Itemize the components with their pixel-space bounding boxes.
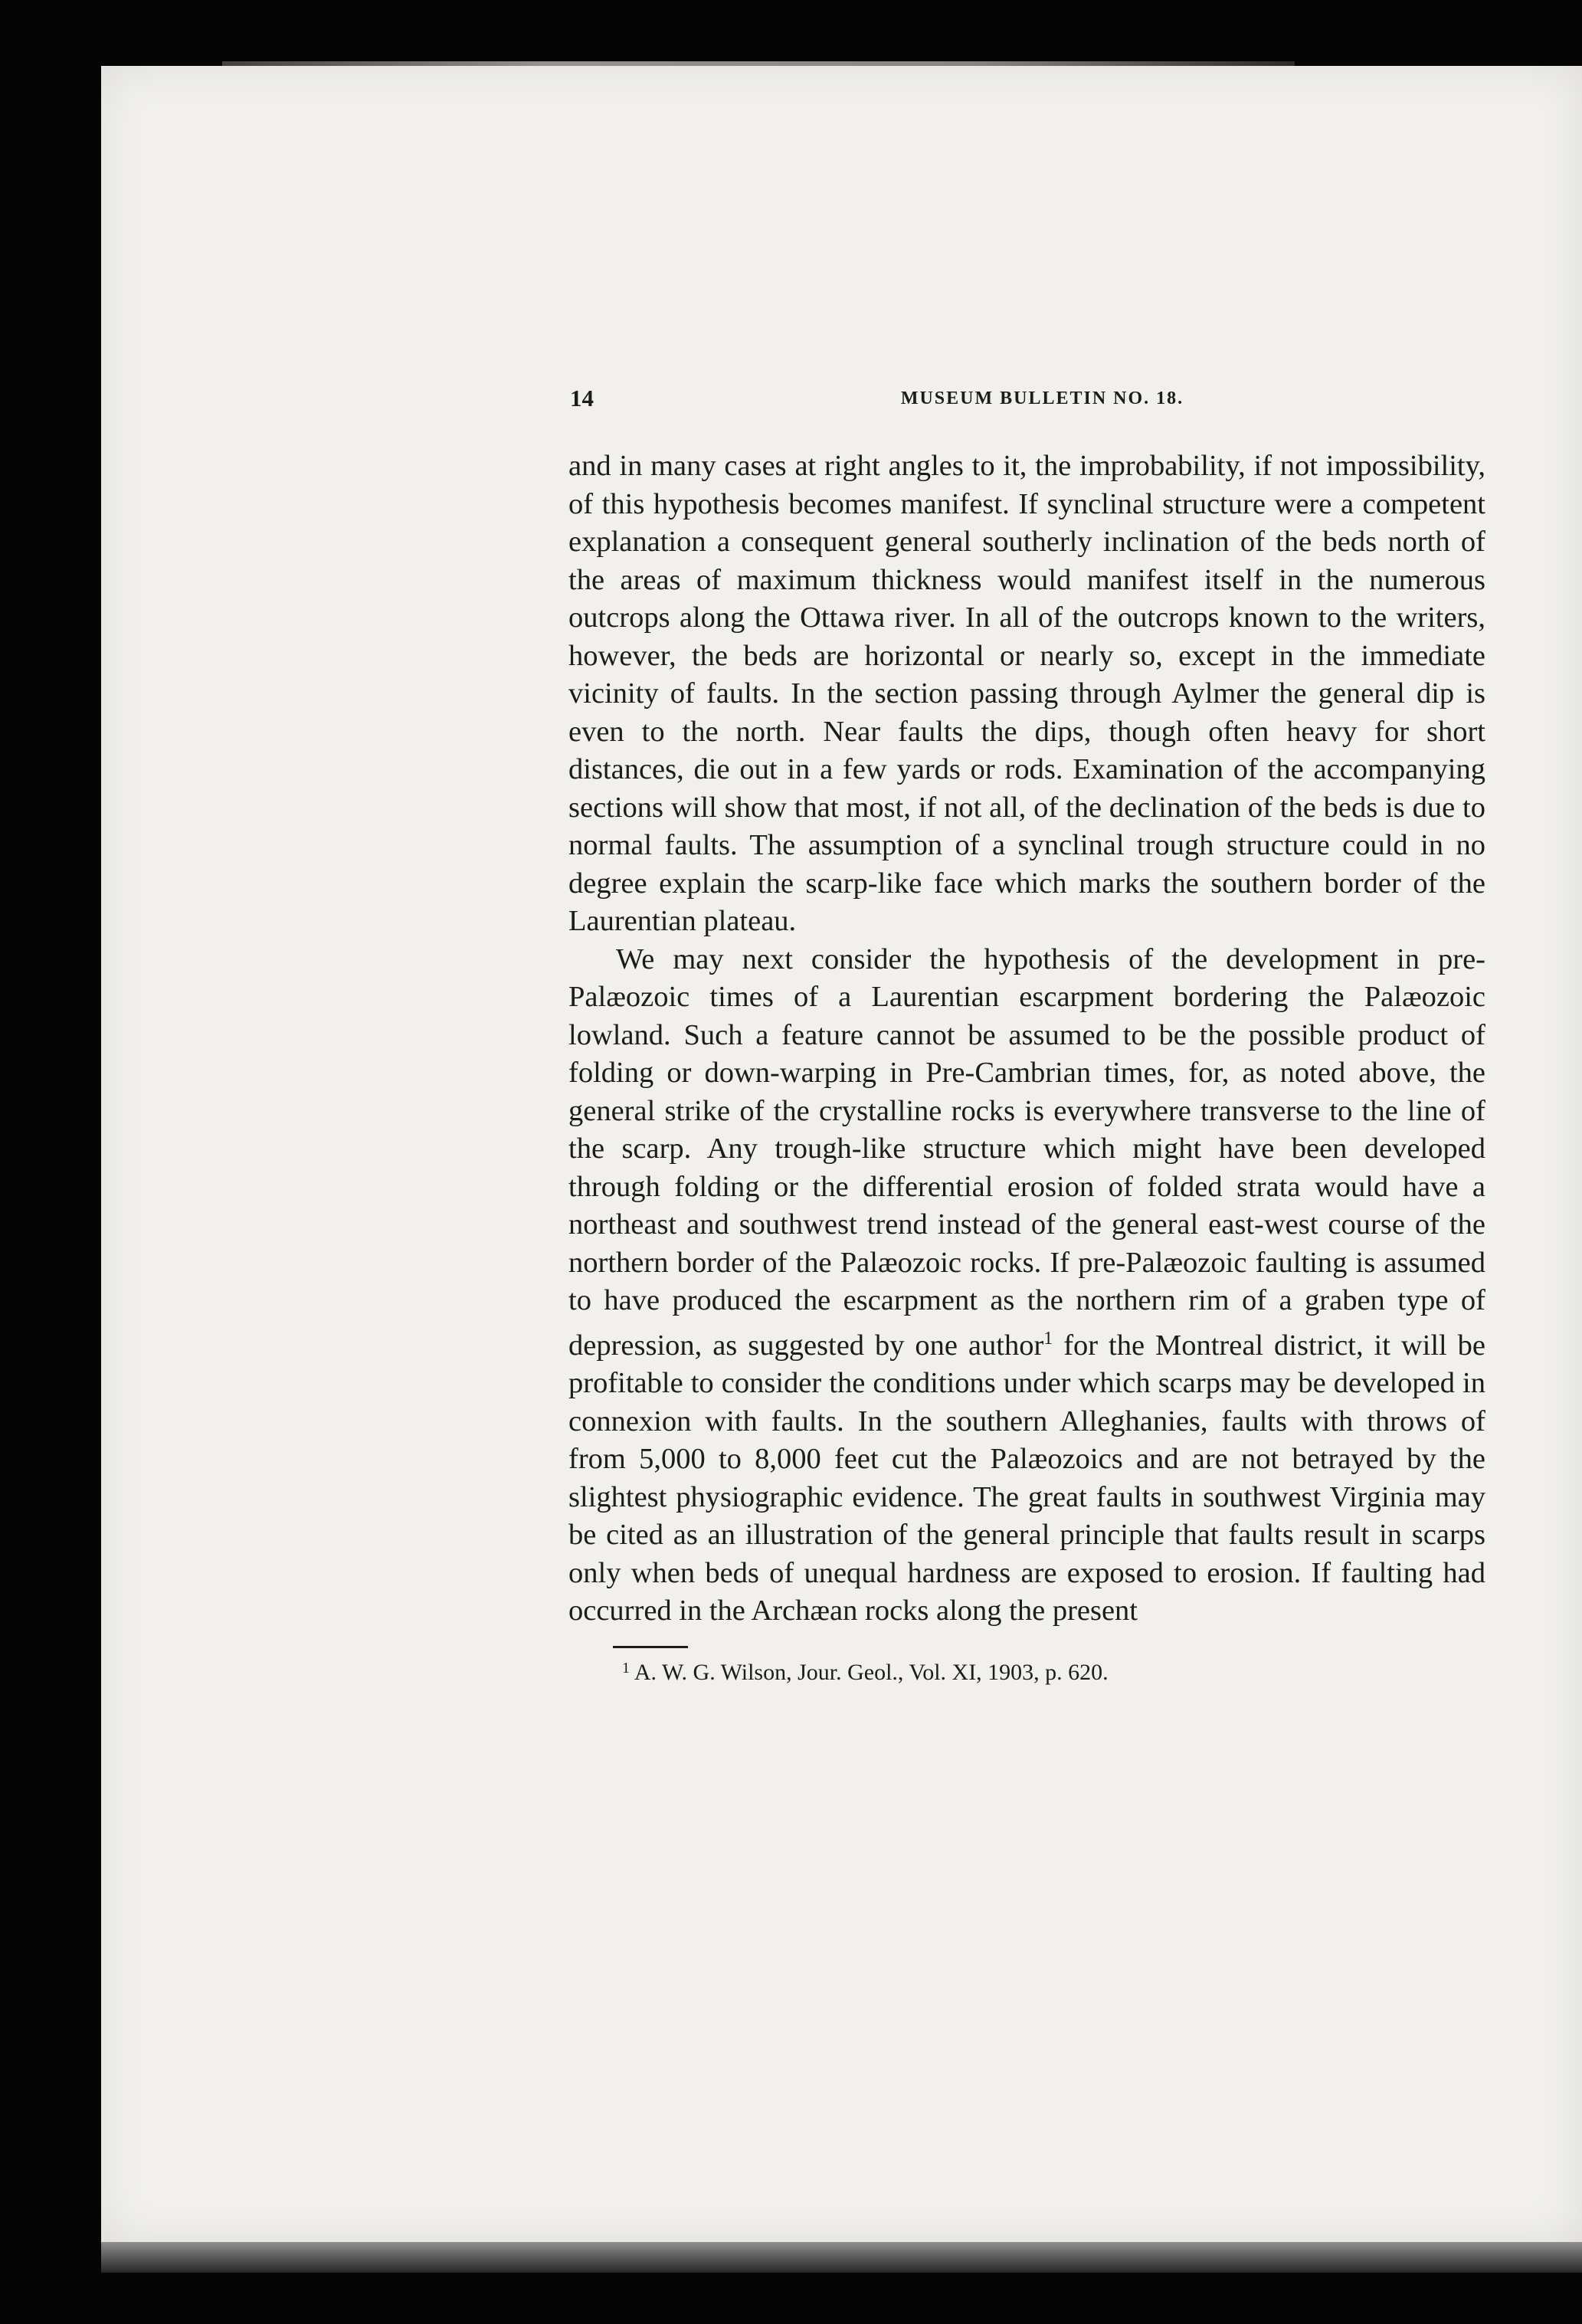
page-bottom-edge xyxy=(101,2242,1582,2273)
paragraph-2-text-end: for the Montreal district, it will be profitable to consider the conditions under which scarps may be developed in connexion with faults. In the southern Alleghanies, faults with throws of from 5,000 to 8,000 feet cut the Palæozoics and are not betrayed by the slightest physiographic evidence. The great faults in southwest Virginia may be cited as an illustration of the general principle that faults result in scarps only when beds of unequal hardness are exposed to erosion. If faulting had occurred in the Archæan rocks along the present xyxy=(568,1329,1485,1627)
paragraph-1-text: and in many cases at right angles to it, the improbability, if not impossibility, of this hypothesis becomes manifest. If synclinal structure were a competent explanation a consequent general southerly inclination of the beds north of the areas of maximum thickness would manifest itself in the numerous outcrops along the Ottawa river. In all of the outcrops known to the writers, however, the beds are horizontal or nearly so, except in the immediate vicinity of faults. In the section passing through Aylmer the general dip is even to the north. Near faults the dips, though often heavy for short distances, die out in a few yards or rods. Examination of the accompanying sections will show that most, if not all, of the declination of the beds is due to normal faults. The assumption of a synclinal trough structure could in no degree explain the scarp-like face which marks the southern border of the Laurentian plateau. xyxy=(568,450,1485,937)
footnote-reference-marker: 1 xyxy=(1043,1328,1053,1349)
body-text xyxy=(568,447,1485,1631)
running-head-title: MUSEUM BULLETIN NO. 18. xyxy=(900,388,1184,408)
footnote xyxy=(622,1653,1485,1688)
page-number: 14 xyxy=(570,385,594,411)
paragraph-2-text-start: We may next consider the hypothesis of the development in pre-Palæozoic times of a Laurentian escarpment bordering the Palæozoic lowland. Such a feature cannot be assumed to be the possible product of folding or down-warping in Pre-Cambrian times, for, as noted above, the general strike of the crystalline rocks is everywhere transverse to the line of the scarp. Any trough-like structure which might have been developed through folding or the differential erosion of folded strata would have a northeast and southwest trend instead of the general east-west course of the northern border of the Palæozoic rocks. If pre-Palæozoic faulting is assumed to have produced the escarpment as the northern rim of a graben type of depression, as suggested by one author xyxy=(568,942,1485,1362)
page-text-block xyxy=(568,382,1485,1688)
footnote-divider xyxy=(613,1646,688,1648)
running-head xyxy=(568,382,1485,415)
paragraph xyxy=(568,447,1485,941)
footnote-marker: 1 xyxy=(622,1659,630,1677)
footnote-text: A. W. G. Wilson, Jour. Geol., Vol. XI, 1903, p. 620. xyxy=(630,1659,1109,1685)
paragraph xyxy=(568,941,1485,1631)
